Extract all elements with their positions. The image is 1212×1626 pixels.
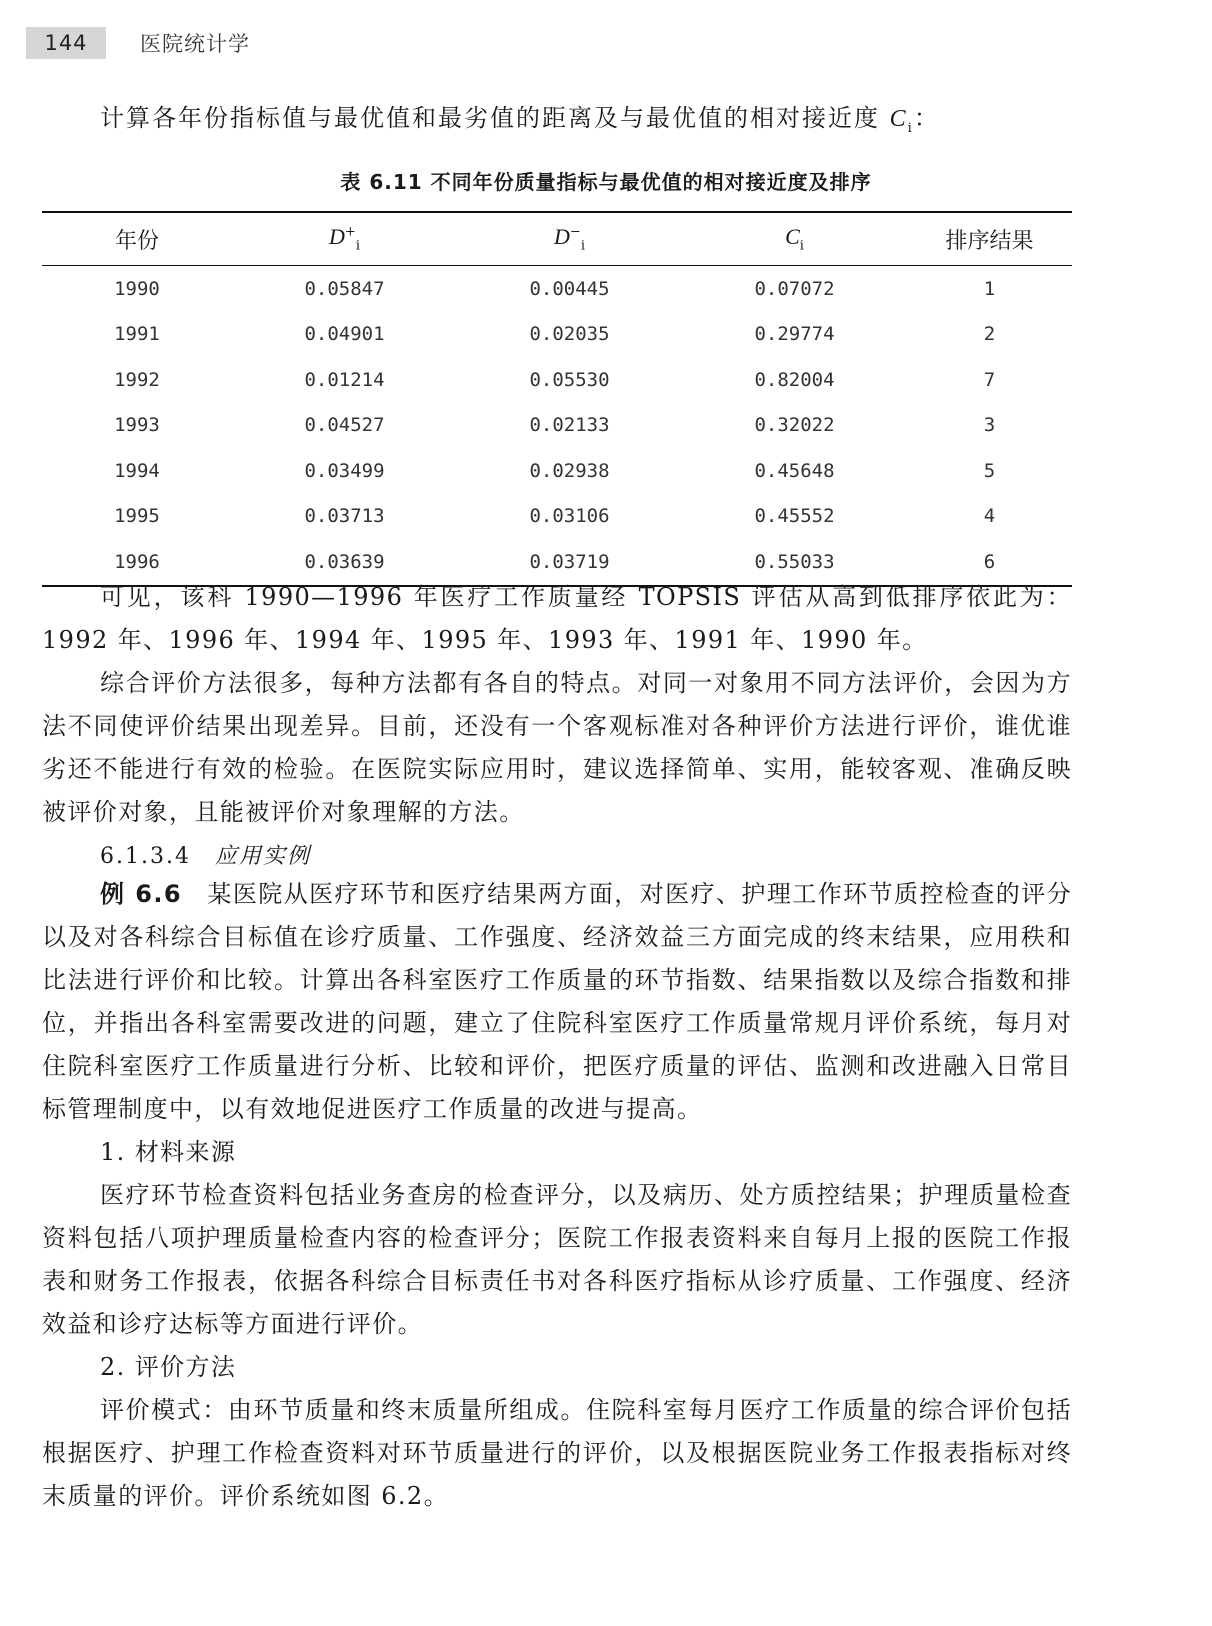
cell-year: 1993 — [114, 414, 160, 437]
cell-rank: 5 — [983, 459, 996, 482]
example-text: 某医院从医疗环节和医疗结果两方面，对医疗、护理工作环节质控检查的评分以及对各科综合目标值在诊疗质量、工作强度、经济效益三方面完成的终末结果，应用秩和比法进行评价和比较。计算出各科室医疗工作质量的环节指数、结果指数以及综合指数和排位，并指出各科室需要改进的问题，建立了住院科室医疗工作质量常规月评价系统，每月对住院科室医疗工作质量进行分析、比较和评价，把医疗质量的评估、监测和改进融入日常目标管理制度中，以有效地促进医疗工作质量的改进与提高。 — [42, 880, 1072, 1123]
cell-ci: 0.82004 — [754, 368, 835, 391]
header-rank: 排序结果 — [945, 228, 1034, 254]
header-ci — [682, 212, 907, 266]
header-dplus — [232, 212, 457, 266]
paragraph-materials: 医疗环节检查资料包括业务查房的检查评分，以及病历、处方质控结果；护理质量检查资料包括八项护理质量检查内容的检查评分；医院工作报表资料来自每月上报的医院工作报表和财务工作报表，依据各科综合目标责任书对各科医疗指标从诊疗质量、工作强度、经济效益和诊疗达标等方面进行评价。 — [42, 1181, 1072, 1338]
cell-year: 1990 — [114, 277, 160, 300]
cell-ci: 0.29774 — [754, 323, 835, 346]
paragraph-example — [42, 873, 1072, 1131]
example-label: 例 6.6 — [100, 880, 182, 908]
cell-ci: 0.55033 — [754, 550, 835, 573]
header-dminus-sup: − — [569, 224, 581, 240]
table-row — [42, 266, 1072, 312]
ci-symbol: C — [889, 106, 908, 132]
page-number: 144 — [26, 27, 106, 59]
header-dminus-sub: i — [580, 238, 585, 254]
cell-dminus: 0.00445 — [529, 277, 610, 300]
cell-year: 1996 — [114, 550, 160, 573]
cell-dminus: 0.03719 — [529, 550, 610, 573]
cell-rank: 4 — [983, 505, 996, 528]
header-dminus — [457, 212, 682, 266]
ci-symbol-sub: i — [907, 120, 914, 136]
cell-dplus: 0.03713 — [304, 505, 385, 528]
running-title: 医院统计学 — [140, 32, 250, 56]
intro-sentence — [100, 98, 940, 136]
cell-dplus: 0.04527 — [304, 414, 385, 437]
cell-dminus: 0.05530 — [529, 368, 610, 391]
paragraph-conclusion: 可见，该科 1990—1996 年医疗工作质量经 TOPSIS 评估从高到低排序依此为：1992 年、1996 年、1994 年、1995 年、1993 年、1991 年、1990 年。 — [42, 583, 1072, 654]
cell-rank: 1 — [983, 277, 996, 300]
text-block-2 — [42, 873, 1072, 1518]
results-table — [42, 211, 1072, 587]
header-dplus-sup: + — [344, 224, 356, 240]
heading-materials: 1. 材料来源 — [100, 1138, 237, 1166]
section-heading — [100, 837, 311, 877]
cell-ci: 0.32022 — [754, 414, 835, 437]
cell-dplus: 0.05847 — [304, 277, 385, 300]
cell-dminus: 0.02133 — [529, 414, 610, 437]
cell-rank: 7 — [983, 368, 996, 391]
text-block-1 — [42, 576, 1072, 834]
cell-ci: 0.45552 — [754, 505, 835, 528]
header-ci-base: C — [785, 224, 800, 250]
table-row — [42, 403, 1072, 449]
cell-dplus: 0.03499 — [304, 459, 385, 482]
cell-dminus: 0.03106 — [529, 505, 610, 528]
section-number: 6.1.3.4 — [100, 844, 191, 869]
cell-dminus: 0.02035 — [529, 323, 610, 346]
header-dplus-sub: i — [355, 238, 360, 254]
paragraph-methods-note: 综合评价方法很多，每种方法都有各自的特点。对同一对象用不同方法评价，会因为方法不同使评价结果出现差异。目前，还没有一个客观标准对各种评价方法进行评价，谁优谁劣还不能进行有效的检验。在医院实际应用时，建议选择简单、实用，能较客观、准确反映被评价对象，且能被评价对象理解的方法。 — [42, 669, 1072, 826]
cell-year: 1995 — [114, 505, 160, 528]
header-dminus-base: D — [554, 224, 570, 250]
cell-dplus: 0.04901 — [304, 323, 385, 346]
cell-year: 1991 — [114, 323, 160, 346]
paragraph-evaluation-mode: 评价模式：由环节质量和终末质量所组成。住院科室每月医疗工作质量的综合评价包括根据医疗、护理工作检查资料对环节质量进行的评价，以及根据医院业务工作报表指标对终末质量的评价。评价系统如图 6.2。 — [42, 1396, 1072, 1510]
cell-year: 1992 — [114, 368, 160, 391]
header-year: 年份 — [114, 228, 159, 254]
header-ci-sub: i — [799, 238, 804, 254]
cell-ci: 0.07072 — [754, 277, 835, 300]
cell-rank: 2 — [983, 323, 996, 346]
cell-dplus: 0.03639 — [304, 550, 385, 573]
table-row — [42, 357, 1072, 403]
header-dplus-base: D — [329, 224, 345, 250]
intro-tail: ： — [913, 104, 940, 132]
heading-methods: 2. 评价方法 — [100, 1353, 237, 1381]
table-row — [42, 494, 1072, 540]
table-header-row — [42, 212, 1072, 266]
cell-ci: 0.45648 — [754, 459, 835, 482]
cell-rank: 6 — [983, 550, 996, 573]
cell-dplus: 0.01214 — [304, 368, 385, 391]
cell-year: 1994 — [114, 459, 160, 482]
table-row — [42, 312, 1072, 358]
table-row — [42, 448, 1072, 494]
section-title: 应用实例 — [214, 844, 311, 869]
cell-rank: 3 — [983, 414, 996, 437]
table-caption: 表 6.11 不同年份质量指标与最优值的相对接近度及排序 — [340, 170, 872, 194]
running-header — [26, 26, 250, 60]
intro-text: 计算各年份指标值与最优值和最劣值的距离及与最优值的相对接近度 — [100, 104, 880, 132]
cell-dminus: 0.02938 — [529, 459, 610, 482]
